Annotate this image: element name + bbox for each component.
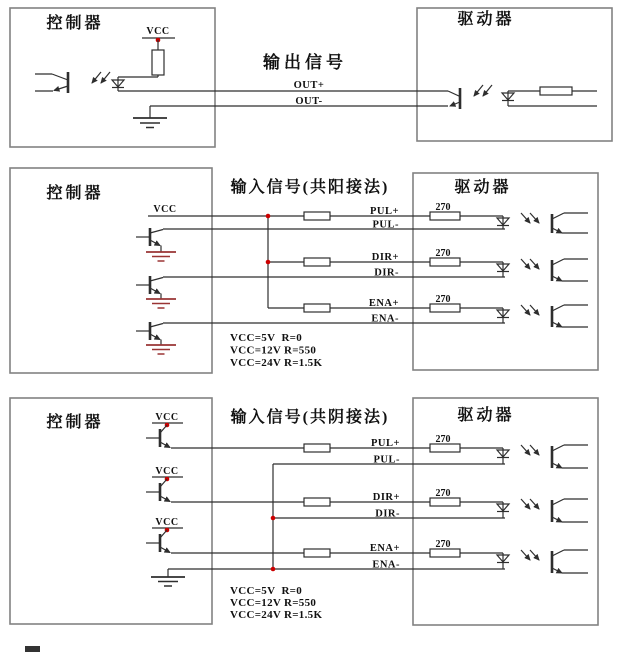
- vcc-label: VCC: [155, 466, 179, 477]
- controller-box: [10, 398, 212, 624]
- driver-output-network: [508, 87, 597, 106]
- resistor-270: [430, 444, 460, 452]
- signal-label-pul-minus: PUL-: [373, 454, 400, 466]
- signal-label-ena-plus: ENA+: [368, 298, 399, 309]
- ground-icon-red: [146, 252, 176, 261]
- led-icon: [112, 77, 124, 91]
- resistor-value-label: 270: [435, 488, 451, 499]
- light-arrows-icon: [521, 259, 530, 269]
- vcc-note-line2: VCC=12V R=550: [230, 344, 317, 357]
- vcc-note-line1: VCC=5V R=0: [230, 332, 303, 344]
- resistor: [152, 50, 164, 75]
- opto-channel-ena: [497, 550, 588, 573]
- signal-label-out-plus: OUT+: [293, 80, 325, 91]
- controller-title: 控制器: [46, 414, 104, 431]
- vcc-note-line1: VCC=5V R=0: [230, 585, 303, 597]
- section-title: 输入信号(共阴接法): [230, 409, 390, 426]
- vcc-transistor-dir: [146, 466, 183, 502]
- signal-label-ena-plus: ENA+: [369, 543, 400, 554]
- vcc-label: VCC: [146, 26, 170, 37]
- resistor: [304, 444, 330, 452]
- controller-title: 控制器: [46, 185, 104, 202]
- vcc-transistor-ena: [146, 517, 183, 553]
- resistor: [304, 304, 330, 312]
- light-arrows-icon: [521, 445, 530, 455]
- vcc-note-line3: VCC=24V R=1.5K: [230, 609, 323, 621]
- light-arrows-icon: [521, 305, 530, 315]
- wire-ena-plus: [171, 549, 503, 557]
- vcc-note-line2: VCC=12V R=550: [230, 597, 317, 609]
- signal-label-dir-plus: DIR+: [371, 252, 399, 263]
- panel-common-cathode: [10, 398, 598, 625]
- controller-title: 控制器: [46, 15, 104, 32]
- controller-box: [10, 168, 212, 373]
- npn-transistor-icon: [136, 228, 163, 252]
- resistor-value-label: 270: [435, 248, 451, 259]
- ground-icon: [151, 569, 185, 586]
- driver-title: 驱动器: [457, 11, 515, 28]
- section-title: 输入信号(共阳接法): [230, 179, 390, 196]
- resistor: [304, 258, 330, 266]
- opto-channel-dir: [497, 499, 588, 522]
- phototransistor-icon: [448, 88, 460, 109]
- signal-label-pul-plus: PUL+: [370, 206, 399, 217]
- vcc-label: VCC: [153, 204, 177, 215]
- vcc-label: VCC: [155, 517, 179, 528]
- junction-dot: [266, 214, 271, 219]
- light-arrows-icon: [521, 550, 530, 560]
- signal-label-out-minus: OUT-: [295, 96, 323, 107]
- signal-label-dir-minus: DIR-: [375, 508, 400, 520]
- resistor-270: [430, 258, 460, 266]
- resistor: [540, 87, 572, 95]
- led-icon: [502, 91, 514, 106]
- driver-title: 驱动器: [454, 179, 512, 196]
- junction-dot: [271, 567, 276, 572]
- npn-transistor-icon: [136, 322, 163, 345]
- resistor-270: [430, 498, 460, 506]
- light-arrows-icon: [92, 72, 110, 83]
- light-arrows-icon: [521, 499, 530, 509]
- signal-label-dir-plus: DIR+: [372, 492, 400, 503]
- resistor-value-label: 270: [435, 539, 451, 550]
- resistor-value-label: 270: [435, 202, 451, 213]
- signal-label-ena-minus: ENA-: [371, 313, 399, 325]
- ground-icon-red: [146, 299, 176, 308]
- signal-label-dir-minus: DIR-: [374, 267, 399, 279]
- light-arrows-icon: [474, 85, 492, 96]
- scan-artifact-mark: [25, 646, 40, 652]
- vcc-note-line3: VCC=24V R=1.5K: [230, 357, 323, 369]
- resistor-value-label: 270: [435, 294, 451, 305]
- resistor: [304, 498, 330, 506]
- panel-output: [10, 8, 612, 147]
- wire-pul-plus: [148, 212, 503, 220]
- signal-label-ena-minus: ENA-: [372, 559, 400, 571]
- resistor-value-label: 270: [435, 434, 451, 445]
- section-title: 输出信号: [263, 53, 347, 72]
- npn-transistor-icon: [136, 276, 163, 299]
- junction-dot: [266, 260, 271, 265]
- opto-channel-ena: [497, 305, 588, 327]
- opto-channel-pul: [497, 213, 588, 233]
- opto-channel-dir: [497, 259, 588, 281]
- phototransistor-icon: [35, 72, 68, 93]
- resistor: [304, 212, 330, 220]
- resistor-270: [430, 549, 460, 557]
- resistor-270: [430, 304, 460, 312]
- ground-icon-red: [146, 345, 176, 354]
- opto-channel-pul: [497, 445, 588, 468]
- ground-icon: [133, 106, 167, 128]
- signal-label-pul-minus: PUL-: [372, 219, 399, 231]
- controller-box: [10, 8, 215, 147]
- wire-dir-plus: [171, 498, 503, 506]
- resistor: [304, 549, 330, 557]
- vcc-supply: [118, 26, 175, 77]
- resistor-270: [430, 212, 460, 220]
- panel-common-anode: [10, 168, 598, 373]
- driver-title: 驱动器: [457, 407, 515, 424]
- vcc-label: VCC: [155, 412, 179, 423]
- vcc-transistor-pul: [146, 412, 183, 448]
- signal-label-pul-plus: PUL+: [371, 438, 400, 449]
- wire-pul-plus: [171, 444, 503, 452]
- junction-dot: [271, 516, 276, 521]
- light-arrows-icon: [521, 213, 530, 223]
